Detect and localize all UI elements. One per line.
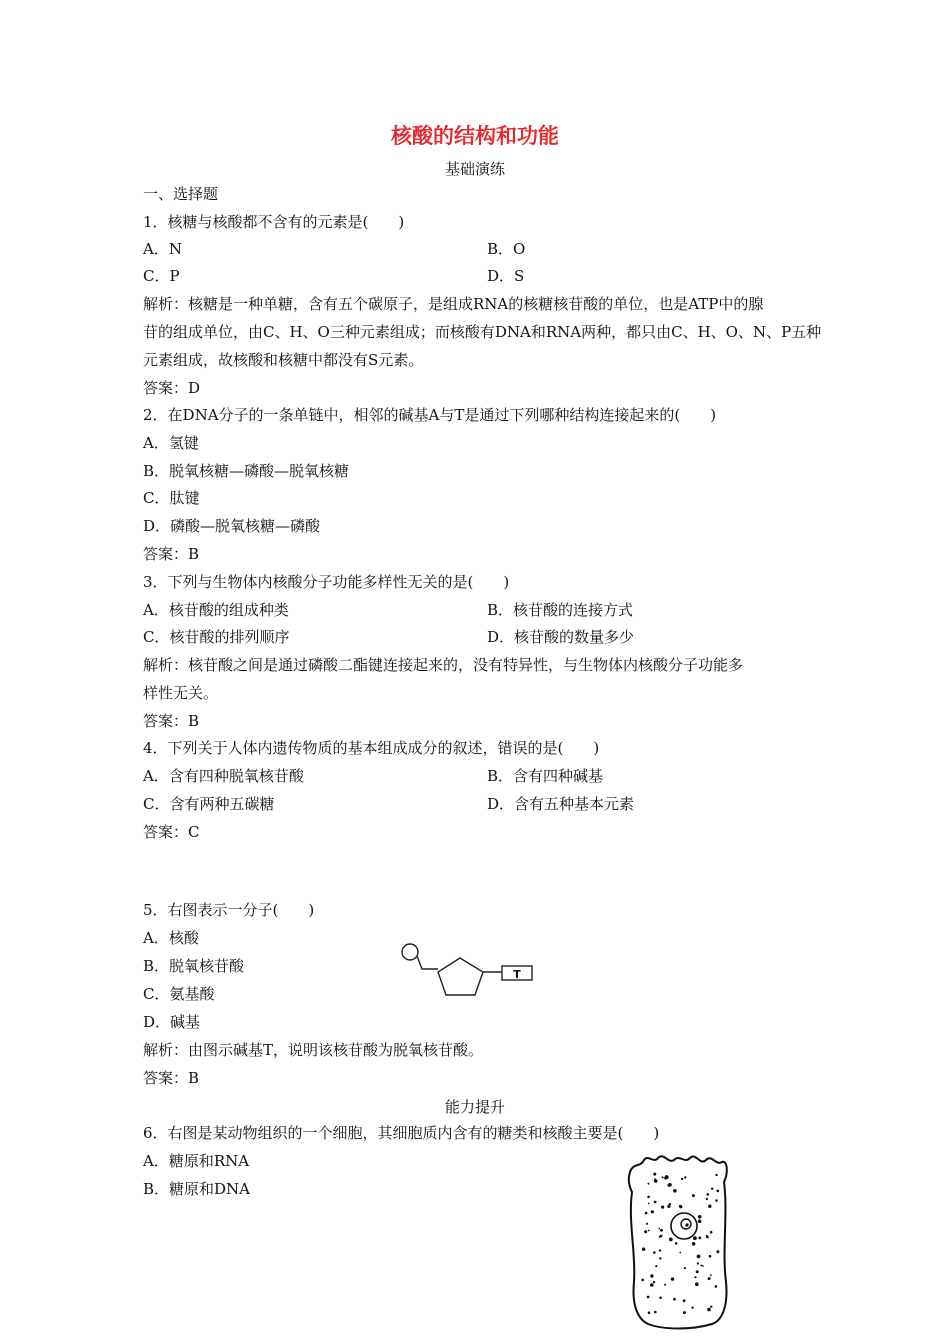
- q1-option-a: A．N: [143, 240, 182, 258]
- q2-answer: 答案：B: [143, 545, 200, 563]
- q1-explanation-line: 苷的组成单位，由C、H、O三种元素组成；而核酸有DNA和RNA两种，都只由C、H、O、N、P五种: [143, 323, 822, 341]
- q3-answer: 答案：B: [143, 712, 200, 730]
- section-heading-advanced: 能力提升: [444, 1098, 505, 1116]
- q2-option-c: C．肽键: [143, 489, 200, 507]
- q3-explanation-line: 样性无关。: [143, 684, 219, 702]
- part-heading: 一、选择题: [143, 185, 219, 203]
- section-heading-basic: 基础演练: [444, 160, 505, 178]
- q5-option-c: C．氨基酸: [143, 985, 215, 1003]
- q4-option-c: C．含有两种五碳糖: [143, 795, 275, 813]
- animal-cell-diagram: [620, 1152, 740, 1332]
- q5-option-b: B．脱氧核苷酸: [143, 957, 245, 975]
- q3-stem: 3．下列与生物体内核酸分子功能多样性无关的是( ): [143, 573, 510, 591]
- q3-option-c: C．核苷酸的排列顺序: [143, 628, 290, 646]
- q6-option-a: A．糖原和RNA: [143, 1152, 250, 1170]
- q6-option-b: B．糖原和DNA: [143, 1180, 251, 1198]
- q2-option-a: A．氢键: [143, 434, 199, 452]
- q1-option-c: C．P: [143, 267, 180, 285]
- phosphate-bond-line: [417, 956, 438, 969]
- base-label: T: [513, 968, 521, 981]
- q5-explanation: 解析：由图示碱基T，说明该核苷酸为脱氧核苷酸。: [143, 1041, 484, 1059]
- q1-stem: 1．核糖与核酸都不含有的元素是( ): [143, 213, 405, 231]
- q2-stem: 2．在DNA分子的一条单链中，相邻的碱基A与T是通过下列哪种结构连接起来的( ): [143, 406, 717, 424]
- q2-option-b: B．脱氧核糖—磷酸—脱氧核糖: [143, 462, 350, 480]
- q1-explanation-line: 元素组成，故核酸和核糖中都没有S元素。: [143, 351, 424, 369]
- q3-option-b: B．核苷酸的连接方式: [487, 601, 634, 619]
- q4-option-b: B．含有四种碱基: [487, 767, 604, 785]
- q4-answer: 答案：C: [143, 823, 200, 841]
- q3-option-d: D．核苷酸的数量多少: [487, 628, 635, 646]
- q3-explanation-line: 解析：核苷酸之间是通过磷酸二酯键连接起来的，没有特异性，与生物体内核酸分子功能多: [143, 656, 744, 674]
- q5-option-d: D．碱基: [143, 1013, 201, 1031]
- q5-stem: 5．右图表示一分子( ): [143, 901, 315, 919]
- nucleus: [671, 1213, 697, 1239]
- cytoplasm-granules: [641, 1173, 719, 1315]
- q1-option-d: D．S: [487, 267, 525, 285]
- nucleotide-diagram: [398, 938, 538, 1000]
- q1-answer: 答案：D: [143, 379, 201, 397]
- q4-option-d: D．含有五种基本元素: [487, 795, 635, 813]
- q2-option-d: D．磷酸—脱氧核糖—磷酸: [143, 517, 321, 535]
- q4-option-a: A．含有四种脱氧核苷酸: [143, 767, 304, 785]
- q5-option-a: A．核酸: [143, 929, 199, 947]
- q1-explanation-line: 解析：核糖是一种单糖，含有五个碳原子，是组成RNA的核糖核苷酸的单位，也是ATP中的腺: [143, 295, 764, 313]
- q4-stem: 4．下列关于人体内遗传物质的基本组成成分的叙述，错误的是( ): [143, 739, 600, 757]
- q5-answer: 答案：B: [143, 1069, 200, 1087]
- q1-option-b: B．O: [487, 240, 526, 258]
- page-title: 核酸的结构和功能: [391, 123, 559, 148]
- phosphate-circle: [402, 944, 418, 960]
- cell-membrane: [629, 1156, 727, 1328]
- q3-option-a: A．核苷酸的组成种类: [143, 601, 289, 619]
- pentose-sugar-pentagon: [438, 958, 483, 995]
- q6-stem: 6．右图是某动物组织的一个细胞，其细胞质内含有的糖类和核酸主要是( ): [143, 1124, 660, 1142]
